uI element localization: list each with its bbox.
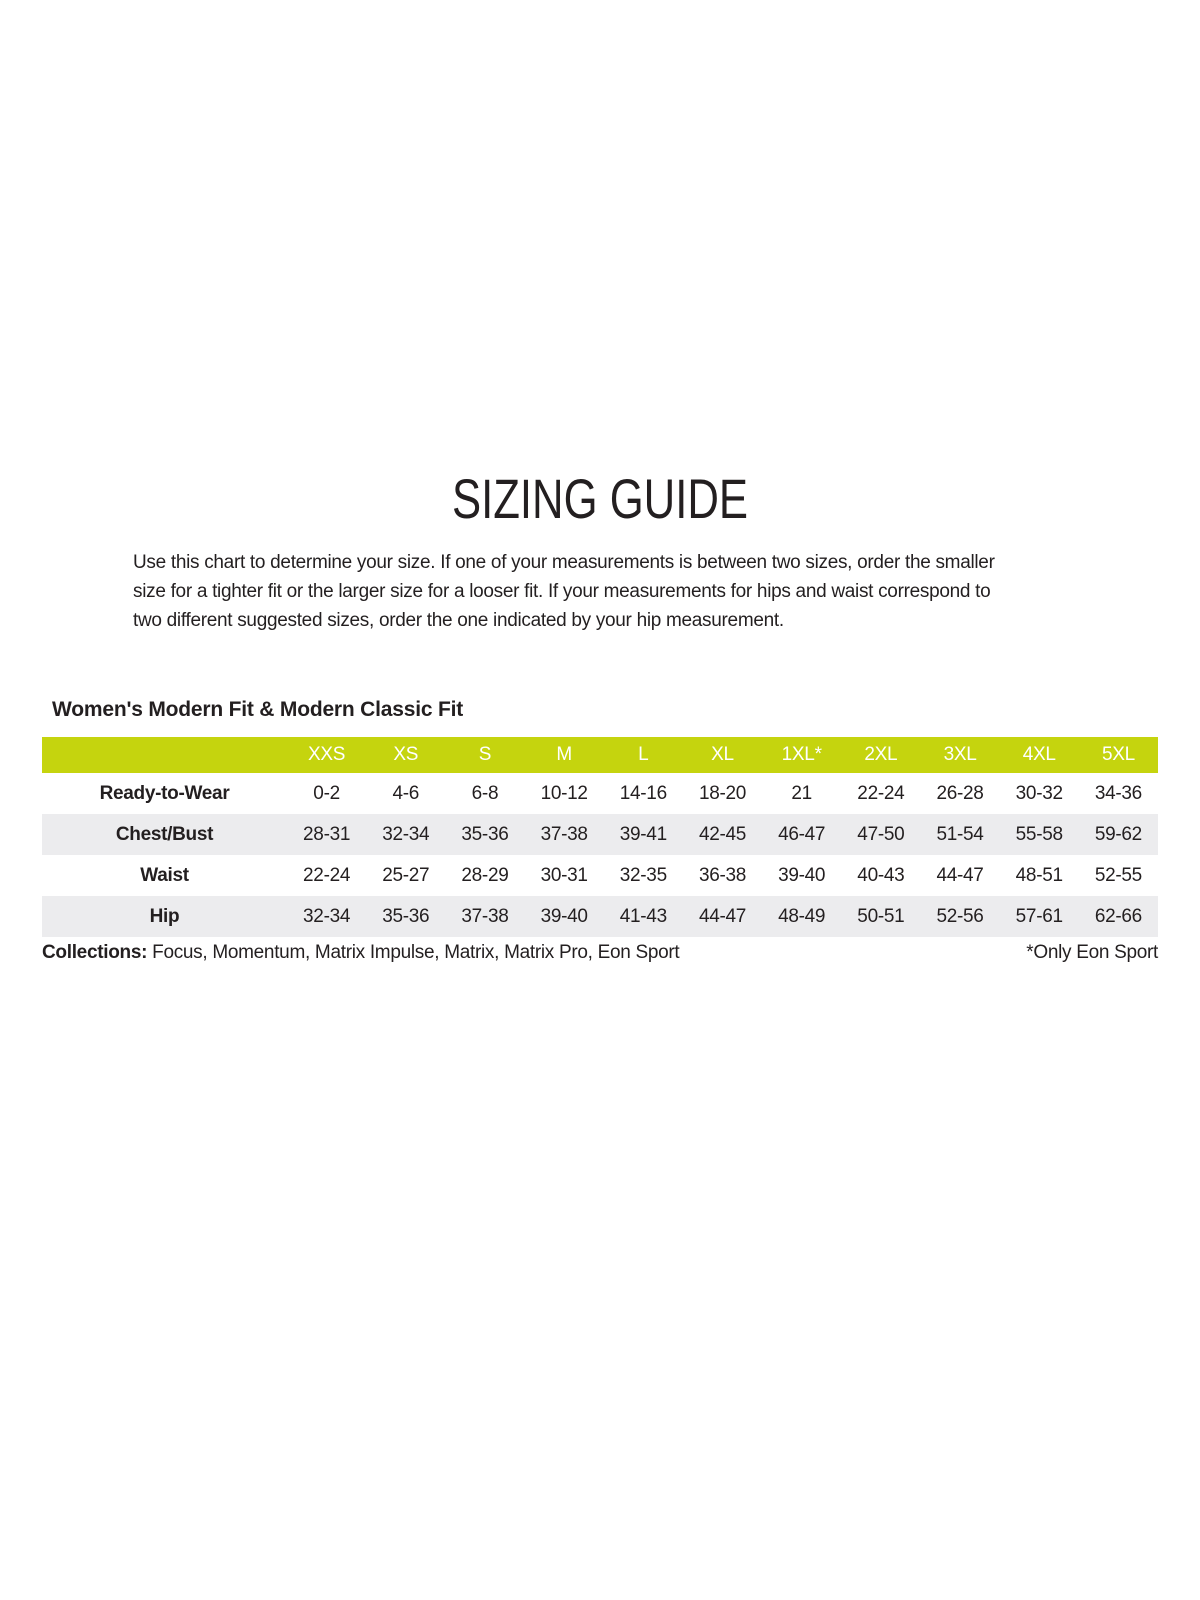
size-value: 42-45 <box>698 823 747 845</box>
size-value: 50-51 <box>857 905 905 927</box>
size-value: 59-62 <box>1094 823 1142 845</box>
table-row-ready-to-wear <box>42 773 1158 814</box>
size-value: 18-20 <box>698 782 747 804</box>
collections-label: Collections: <box>42 942 148 963</box>
size-value: 52-55 <box>1094 864 1142 886</box>
size-value: 52-56 <box>936 905 984 927</box>
size-column-header: L <box>638 744 649 765</box>
collections-note <box>42 942 679 964</box>
size-value: 30-32 <box>1015 782 1063 804</box>
size-value: 14-16 <box>619 782 667 804</box>
size-column-header: M <box>556 744 572 765</box>
row-label: Waist <box>140 864 189 886</box>
size-value: 48-49 <box>778 905 826 927</box>
size-value: 22-24 <box>303 864 351 886</box>
size-value: 36-38 <box>698 864 747 886</box>
size-value: 39-40 <box>540 905 588 927</box>
size-column-header: XS <box>393 744 419 765</box>
size-value: 37-38 <box>461 905 509 927</box>
intro-line: two different suggested sizes, order the one indicated by your hip measurement. <box>133 610 784 631</box>
row-label: Hip <box>149 905 180 927</box>
size-value: 39-41 <box>619 823 667 845</box>
row-label: Ready-to-Wear <box>99 782 230 804</box>
size-value: 21 <box>791 782 812 804</box>
table-row-chest-bust <box>42 814 1158 855</box>
size-value: 51-54 <box>936 823 984 845</box>
size-value: 30-31 <box>540 864 588 886</box>
size-column-header: 4XL <box>1022 744 1056 765</box>
size-value: 35-36 <box>461 823 509 845</box>
size-column-header: 5XL <box>1101 744 1135 765</box>
size-value: 0-2 <box>313 782 340 804</box>
size-column-header: XL <box>711 744 734 765</box>
size-column-header: XXS <box>308 744 346 765</box>
section-title: Women's Modern Fit & Modern Classic Fit <box>52 698 464 721</box>
table-row-waist <box>42 855 1158 896</box>
size-value: 35-36 <box>382 905 430 927</box>
size-table-header-row <box>42 737 1158 773</box>
size-value: 48-51 <box>1015 864 1063 886</box>
size-column-header: 1XL* <box>781 744 822 765</box>
size-column-header: 2XL <box>864 744 898 765</box>
size-value: 46-47 <box>778 823 826 845</box>
size-value: 28-29 <box>461 864 509 886</box>
intro-line: Use this chart to determine your size. If one of your measurements is between two sizes, order the smaller <box>133 552 995 573</box>
size-value: 40-43 <box>857 864 905 886</box>
size-value: 25-27 <box>382 864 430 886</box>
size-value: 34-36 <box>1094 782 1142 804</box>
asterisk-note: *Only Eon Sport <box>1026 942 1158 963</box>
intro-line: size for a tighter fit or the larger size for a looser fit. If your measurements for hips and waist correspond to <box>133 581 991 602</box>
size-value: 62-66 <box>1094 905 1142 927</box>
size-value: 44-47 <box>936 864 984 886</box>
page-title: SIZING GUIDE <box>451 467 749 530</box>
size-value: 6-8 <box>471 782 499 804</box>
size-column-header: 3XL <box>943 744 977 765</box>
size-value: 4-6 <box>392 782 420 804</box>
table-footnote-row <box>42 942 1158 964</box>
collections-value: Focus, Momentum, Matrix Impulse, Matrix, Matrix Pro, Eon Sport <box>152 942 680 963</box>
size-table <box>42 737 1158 937</box>
row-label: Chest/Bust <box>115 823 214 845</box>
size-value: 44-47 <box>698 905 747 927</box>
size-column-header: S <box>478 744 492 765</box>
size-value: 26-28 <box>936 782 984 804</box>
size-value: 32-34 <box>303 905 351 927</box>
size-value: 57-61 <box>1015 905 1063 927</box>
size-value: 28-31 <box>303 823 351 845</box>
table-row-hip <box>42 896 1158 937</box>
size-value: 32-35 <box>619 864 667 886</box>
intro-paragraph <box>133 548 1073 635</box>
size-value: 22-24 <box>857 782 905 804</box>
size-value: 37-38 <box>540 823 588 845</box>
size-value: 41-43 <box>619 905 667 927</box>
size-value: 55-58 <box>1015 823 1063 845</box>
size-value: 39-40 <box>778 864 826 886</box>
size-value: 47-50 <box>857 823 905 845</box>
size-value: 10-12 <box>540 782 588 804</box>
size-value: 32-34 <box>382 823 430 845</box>
